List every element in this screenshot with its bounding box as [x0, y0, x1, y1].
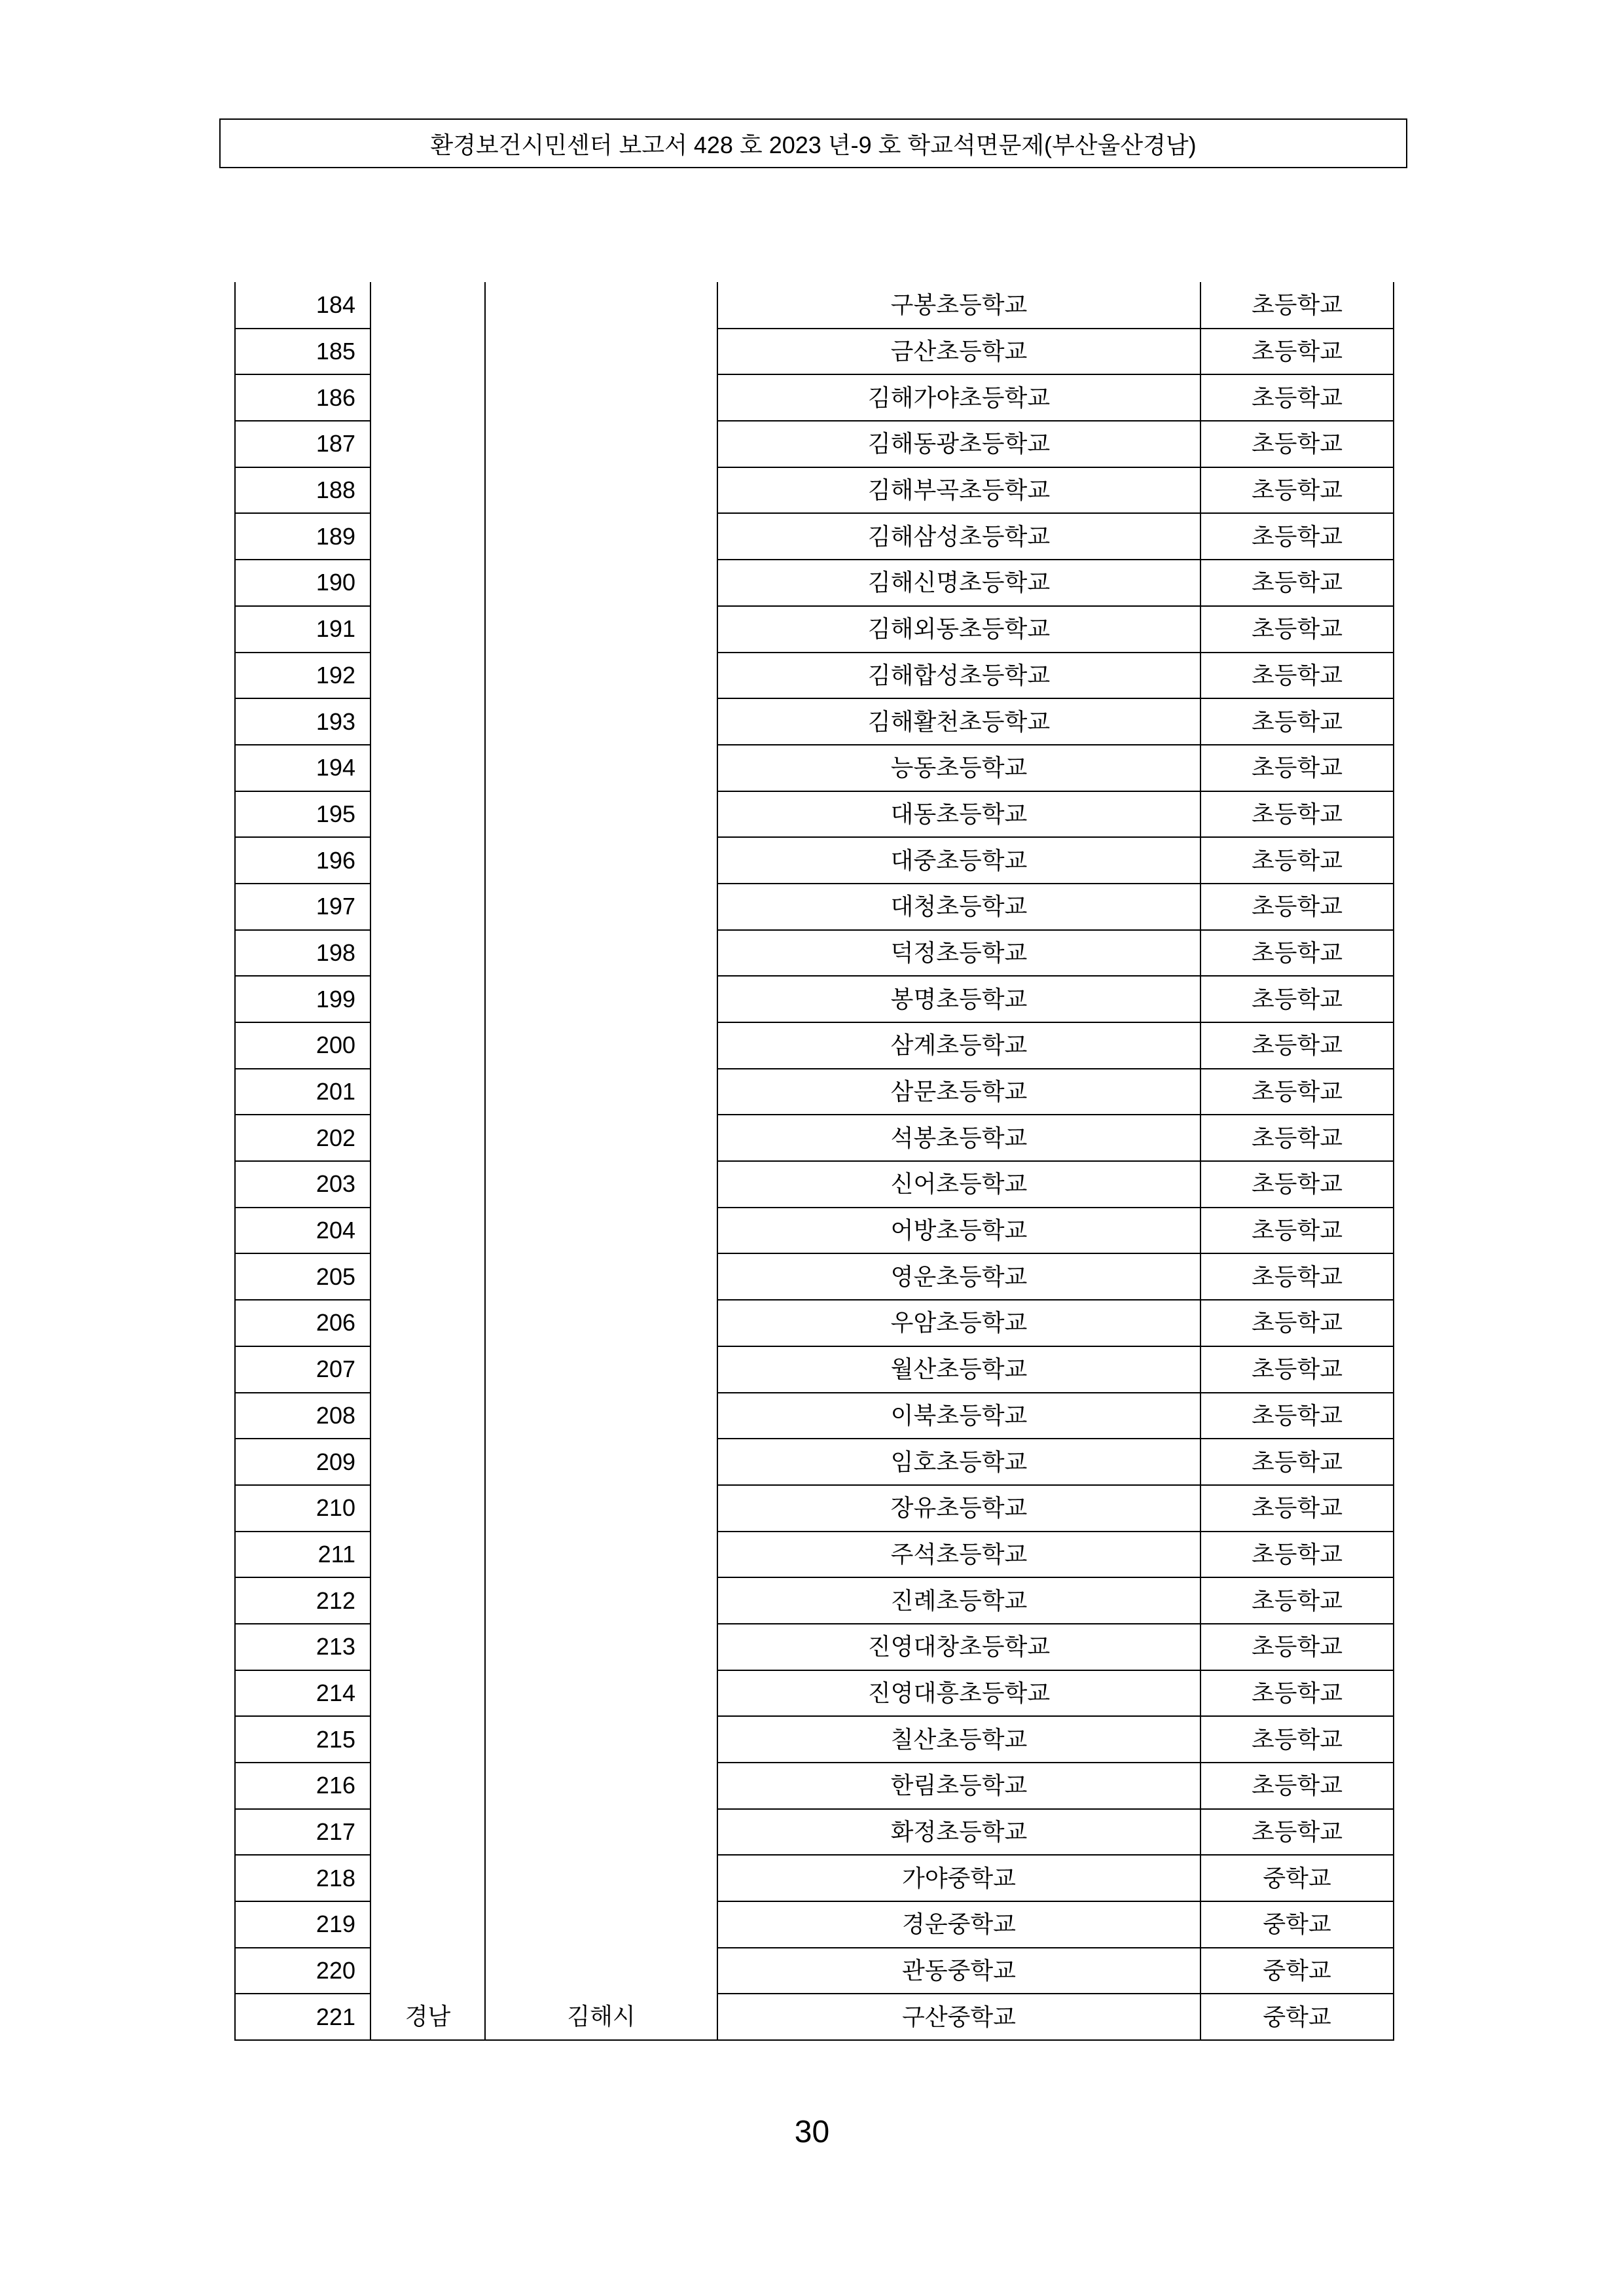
school-name: 가야중학교 — [717, 1855, 1200, 1901]
school-type: 초등학교 — [1200, 1346, 1394, 1393]
school-type: 초등학교 — [1200, 1253, 1394, 1300]
school-name: 진영대흥초등학교 — [717, 1670, 1200, 1717]
row-number: 206 — [235, 1300, 370, 1346]
row-number: 207 — [235, 1346, 370, 1393]
row-number: 215 — [235, 1716, 370, 1763]
school-name: 우암초등학교 — [717, 1300, 1200, 1346]
school-name: 봉명초등학교 — [717, 976, 1200, 1022]
school-type: 중학교 — [1200, 1855, 1394, 1901]
row-number: 208 — [235, 1393, 370, 1439]
row-number: 200 — [235, 1022, 370, 1069]
school-name: 김해신명초등학교 — [717, 560, 1200, 606]
row-number: 221 — [235, 1994, 370, 2040]
school-name: 덕정초등학교 — [717, 930, 1200, 977]
row-number: 193 — [235, 698, 370, 745]
school-type: 초등학교 — [1200, 1115, 1394, 1161]
school-name: 삼문초등학교 — [717, 1069, 1200, 1115]
row-number: 211 — [235, 1532, 370, 1578]
school-type: 중학교 — [1200, 1948, 1394, 1994]
row-number: 190 — [235, 560, 370, 606]
school-name: 신어초등학교 — [717, 1161, 1200, 1208]
school-table-body — [235, 282, 1394, 2040]
row-number: 213 — [235, 1624, 370, 1670]
city-cell: 김해시 — [485, 282, 717, 2040]
school-type: 중학교 — [1200, 1994, 1394, 2040]
row-number: 188 — [235, 467, 370, 514]
school-name: 이북초등학교 — [717, 1393, 1200, 1439]
school-name: 장유초등학교 — [717, 1485, 1200, 1532]
school-type: 초등학교 — [1200, 930, 1394, 977]
school-name: 구봉초등학교 — [717, 282, 1200, 329]
school-name: 칠산초등학교 — [717, 1716, 1200, 1763]
school-name: 김해합성초등학교 — [717, 653, 1200, 699]
school-type: 초등학교 — [1200, 560, 1394, 606]
row-number: 195 — [235, 791, 370, 838]
school-type: 초등학교 — [1200, 1022, 1394, 1069]
row-number: 197 — [235, 884, 370, 930]
region-cell: 경남 — [370, 282, 485, 2040]
school-table — [234, 282, 1394, 2041]
school-name: 대청초등학교 — [717, 884, 1200, 930]
school-type: 초등학교 — [1200, 791, 1394, 838]
school-type: 초등학교 — [1200, 1208, 1394, 1254]
school-name: 월산초등학교 — [717, 1346, 1200, 1393]
table-row — [235, 282, 1394, 329]
row-number: 186 — [235, 374, 370, 421]
row-number: 185 — [235, 329, 370, 375]
school-name: 진영대창초등학교 — [717, 1624, 1200, 1670]
school-name: 구산중학교 — [717, 1994, 1200, 2040]
school-name: 어방초등학교 — [717, 1208, 1200, 1254]
row-number: 218 — [235, 1855, 370, 1901]
school-type: 초등학교 — [1200, 837, 1394, 884]
school-name: 대동초등학교 — [717, 791, 1200, 838]
school-type: 초등학교 — [1200, 1763, 1394, 1809]
school-name: 관동중학교 — [717, 1948, 1200, 1994]
school-name: 김해활천초등학교 — [717, 698, 1200, 745]
school-type: 초등학교 — [1200, 606, 1394, 653]
row-number: 189 — [235, 513, 370, 560]
school-type: 초등학교 — [1200, 374, 1394, 421]
school-type: 초등학교 — [1200, 745, 1394, 791]
school-type: 초등학교 — [1200, 513, 1394, 560]
school-type: 초등학교 — [1200, 1809, 1394, 1856]
school-type: 초등학교 — [1200, 1577, 1394, 1624]
school-type: 초등학교 — [1200, 1716, 1394, 1763]
row-number: 220 — [235, 1948, 370, 1994]
school-type: 초등학교 — [1200, 884, 1394, 930]
row-number: 212 — [235, 1577, 370, 1624]
school-name: 영운초등학교 — [717, 1253, 1200, 1300]
row-number: 194 — [235, 745, 370, 791]
school-type: 초등학교 — [1200, 653, 1394, 699]
school-name: 김해부곡초등학교 — [717, 467, 1200, 514]
school-type: 초등학교 — [1200, 1161, 1394, 1208]
school-type: 초등학교 — [1200, 1069, 1394, 1115]
row-number: 216 — [235, 1763, 370, 1809]
report-header-title: 환경보건시민센터 보고서 428 호 2023 년-9 호 학교석면문제(부산울산경남) — [430, 131, 1197, 158]
school-type: 초등학교 — [1200, 1393, 1394, 1439]
row-number: 198 — [235, 930, 370, 977]
school-name: 주석초등학교 — [717, 1532, 1200, 1578]
row-number: 204 — [235, 1208, 370, 1254]
school-name: 화정초등학교 — [717, 1809, 1200, 1856]
school-type: 초등학교 — [1200, 698, 1394, 745]
row-number: 202 — [235, 1115, 370, 1161]
row-number: 219 — [235, 1901, 370, 1948]
row-number: 199 — [235, 976, 370, 1022]
school-name: 진례초등학교 — [717, 1577, 1200, 1624]
school-type: 초등학교 — [1200, 976, 1394, 1022]
school-type: 초등학교 — [1200, 421, 1394, 467]
row-number: 191 — [235, 606, 370, 653]
row-number: 184 — [235, 282, 370, 329]
row-number: 214 — [235, 1670, 370, 1717]
row-number: 196 — [235, 837, 370, 884]
page-number: 30 — [794, 2115, 830, 2149]
school-name: 김해동광초등학교 — [717, 421, 1200, 467]
school-type: 초등학교 — [1200, 1670, 1394, 1717]
school-type: 초등학교 — [1200, 1439, 1394, 1485]
school-type: 초등학교 — [1200, 329, 1394, 375]
school-name: 한림초등학교 — [717, 1763, 1200, 1809]
report-header — [219, 118, 1407, 168]
school-type: 초등학교 — [1200, 1624, 1394, 1670]
school-name: 임호초등학교 — [717, 1439, 1200, 1485]
school-type: 초등학교 — [1200, 1532, 1394, 1578]
row-number: 210 — [235, 1485, 370, 1532]
school-type: 초등학교 — [1200, 467, 1394, 514]
row-number: 217 — [235, 1809, 370, 1856]
row-number: 201 — [235, 1069, 370, 1115]
school-name: 김해삼성초등학교 — [717, 513, 1200, 560]
school-name: 대중초등학교 — [717, 837, 1200, 884]
row-number: 192 — [235, 653, 370, 699]
school-type: 중학교 — [1200, 1901, 1394, 1948]
school-name: 김해외동초등학교 — [717, 606, 1200, 653]
row-number: 205 — [235, 1253, 370, 1300]
school-name: 능동초등학교 — [717, 745, 1200, 791]
row-number: 203 — [235, 1161, 370, 1208]
school-name: 금산초등학교 — [717, 329, 1200, 375]
school-type: 초등학교 — [1200, 1300, 1394, 1346]
school-name: 김해가야초등학교 — [717, 374, 1200, 421]
school-type: 초등학교 — [1200, 282, 1394, 329]
row-number: 209 — [235, 1439, 370, 1485]
school-name: 삼계초등학교 — [717, 1022, 1200, 1069]
school-name: 경운중학교 — [717, 1901, 1200, 1948]
school-type: 초등학교 — [1200, 1485, 1394, 1532]
school-name: 석봉초등학교 — [717, 1115, 1200, 1161]
row-number: 187 — [235, 421, 370, 467]
